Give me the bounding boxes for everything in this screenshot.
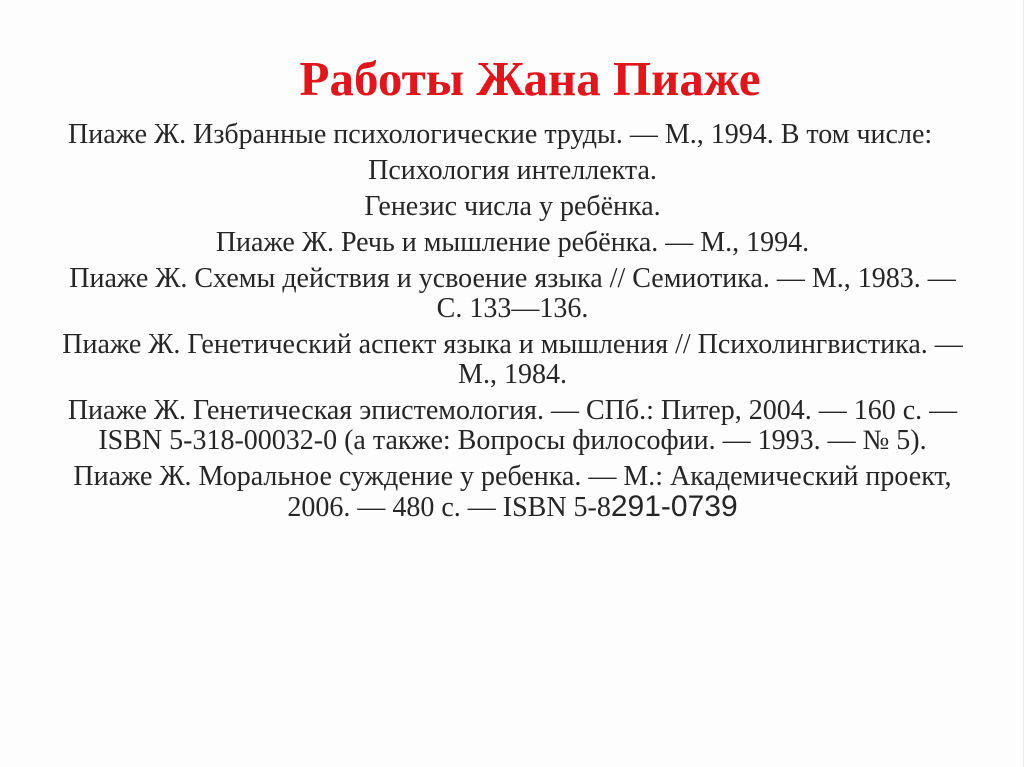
bibliography-entry-text: Пиаже Ж. Моральное суждение у ребенка. — М.: Академический проект, 2006. — 480 с. — ISBN 5-8 [73,461,952,523]
bibliography-entry: Пиаже Ж. Речь и мышление ребёнка. — М., 1994. [215,227,810,258]
bibliography-entry: Пиаже Ж. Избранные психологические труды. — М., 1994. В том числе: [68,119,933,150]
bibliography-entry-isbn-tail: 291-0739 [610,490,738,523]
bibliography-entry: Пиаже Ж. Генетическая эпистемология. — СПб.: Питер, 2004. — 160 с. — ISBN 5-318-00032-0 (а также: Вопросы философии. — 1993. — № 5). [67,395,958,456]
bibliography-subentry: Психология интеллекта. [368,155,657,186]
bibliography-list [60,120,965,529]
bibliography-subentry: Генезис числа у ребёнка. [364,191,661,222]
slide-title: Работы Жана Пиаже [299,51,761,106]
bibliography-entry: Пиаже Ж. Схемы действия и усвоение языка // Семиотика. — М., 1983. — С. 133—136. [69,263,956,324]
bibliography-entry: Пиаже Ж. Генетический аспект языка и мышления // Психолингвистика. — М., 1984. [62,329,963,390]
bibliography-entry [60,462,965,523]
